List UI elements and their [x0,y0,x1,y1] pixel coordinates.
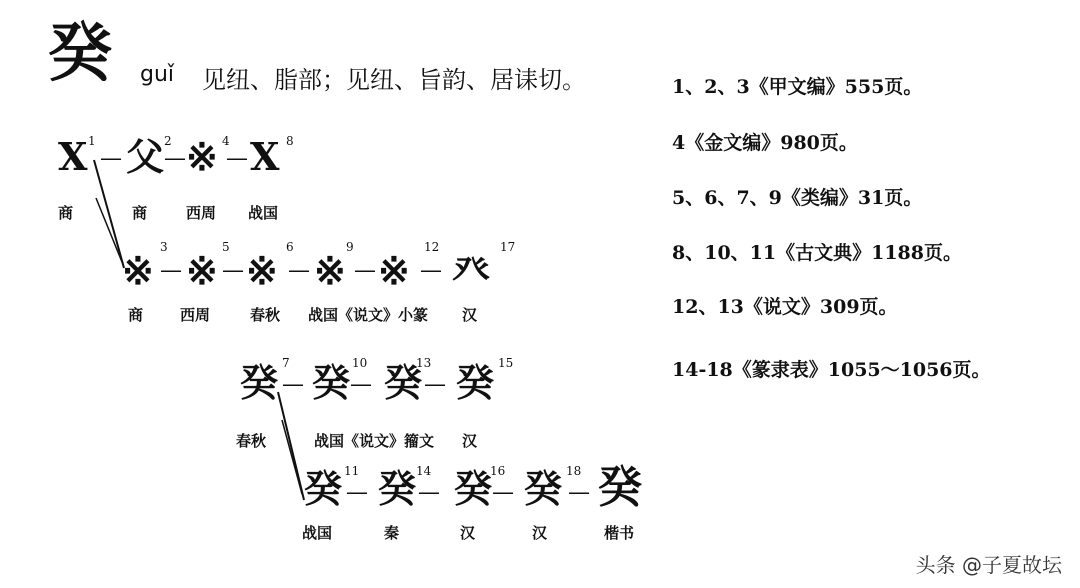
glyph-regular-script: 癸 [598,462,642,513]
source-ref: 12、13《说文》309页。 [672,296,898,318]
period-label: 汉 [460,524,476,542]
glyph-2: 父 [126,134,165,179]
connector: — [346,480,368,505]
source-ref: 14-18《篆隶表》1055～1056页。 [672,359,991,381]
glyph-number: 10 [352,356,368,370]
glyph-18: 癸 [524,466,563,511]
period-label: 商 [58,204,74,222]
glyph-number: 12 [424,240,440,254]
glyph-number: 4 [222,134,230,148]
connector: — [288,258,310,283]
glyph-8: Ⅹ [250,134,280,179]
connector: — [222,258,244,283]
glyph-number: 5 [222,240,230,254]
connector: — [420,258,442,283]
glyph-11: 癸 [304,466,343,511]
period-label: 战国《说文》籀文 [314,432,435,450]
period-label: 秦 [384,524,400,542]
period-label: 春秋 [250,306,281,324]
connector: — [568,480,590,505]
glyph-number: 14 [416,464,432,478]
period-label: 战国 [302,524,333,542]
glyph-10: 癸 [312,360,351,405]
glyph-15: 癸 [456,360,495,405]
glyph-number: 2 [164,134,172,148]
glyph-12: ※ [378,248,410,293]
source-ref: 4《金文编》980页。 [672,132,858,154]
glyph-7: 癸 [240,360,279,405]
glyph-14: 癸 [378,466,417,511]
period-label: 汉 [462,306,478,324]
connector: — [226,146,248,171]
connector: — [492,480,514,505]
period-label: 春秋 [236,432,267,450]
connector: — [418,480,440,505]
connector: — [354,258,376,283]
glyph-5: ※ [186,248,218,293]
period-label: 楷书 [604,524,635,542]
glyph-number: 11 [344,464,360,478]
period-label: 西周 [180,306,211,324]
glyph-number: 1 [88,134,96,148]
period-label: 商 [132,204,148,222]
glyph-1: X [58,134,88,179]
period-label: 战国《说文》小篆 [308,306,429,324]
glyph-4: ※ [186,134,218,179]
connector: — [282,372,304,397]
glyph-number: 3 [160,240,168,254]
connector: — [424,372,446,397]
period-label: 商 [128,306,144,324]
period-label: 西周 [186,204,217,222]
connector: — [350,372,372,397]
glyph-number: 9 [346,240,354,254]
source-ref: 1、2、3《甲文编》555页。 [672,76,923,98]
glyph-number: 6 [286,240,294,254]
glyph-number: 17 [500,240,516,254]
connector: — [164,146,186,171]
glyph-number: 15 [498,356,514,370]
source-ref: 5、6、7、9《类编》31页。 [672,187,923,209]
glyph-number: 18 [566,464,582,478]
connector: — [100,146,122,171]
glyph-6: ※ [246,248,278,293]
pinyin: guǐ [140,62,175,87]
headword: 癸 [48,16,112,91]
glyph-13: 癸 [384,360,423,405]
glyph-9: ※ [314,248,346,293]
fanqie-reading: 见纽、脂部；见纽、旨韵、居诔切。 [202,66,586,94]
connector: — [160,258,182,283]
glyph-number: 7 [282,356,290,370]
glyph-16: 癸 [454,466,493,511]
glyph-number: 16 [490,464,506,478]
period-label: 汉 [532,524,548,542]
glyph-17: 癶 [452,248,491,293]
glyph-number: 8 [286,134,294,148]
period-label: 汉 [462,432,478,450]
source-ref: 8、10、11《古文典》1188页。 [672,242,962,264]
glyph-3: ※ [122,248,154,293]
watermark: 头条 @子夏故坛 [915,553,1062,577]
period-label: 战国 [248,204,279,222]
glyph-number: 13 [416,356,432,370]
